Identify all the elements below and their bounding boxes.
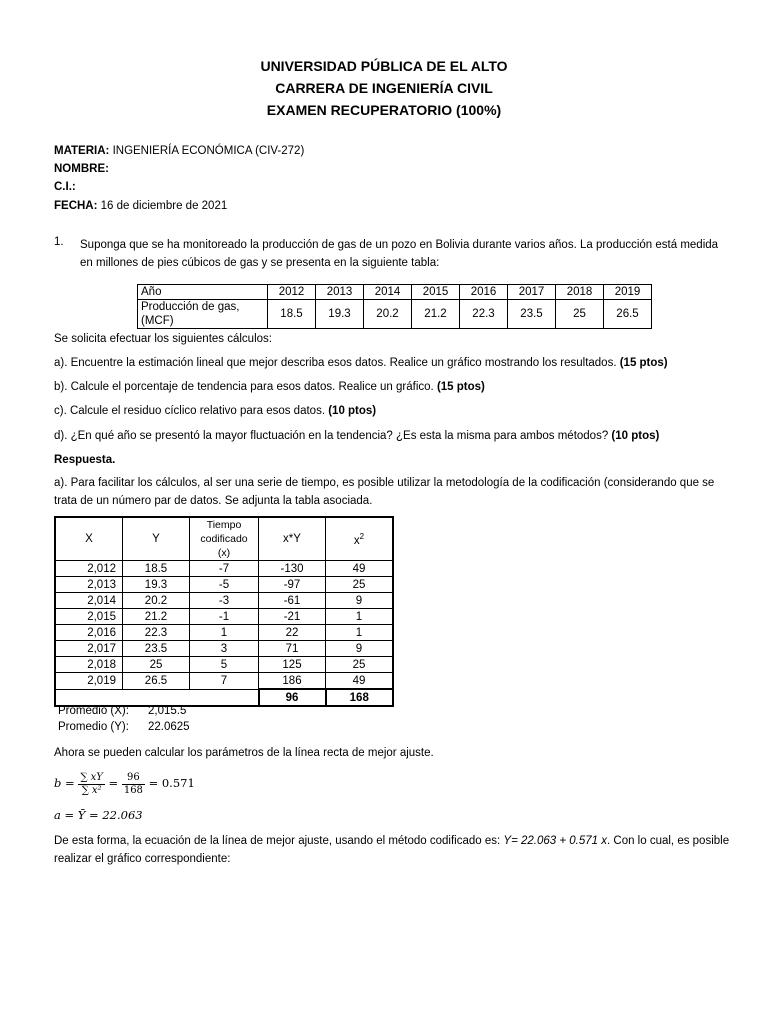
exam-title: EXAMEN RECUPERATORIO (100%) xyxy=(266,102,502,118)
task-a-text: a). Encuentre la estimación lineal que mejor describa esos datos. Realice un gráfico mostrando los resultados. xyxy=(54,357,620,369)
fecha-line xyxy=(54,197,227,215)
header-xy: x*Y xyxy=(259,517,326,561)
cell-coded: -7 xyxy=(190,561,259,577)
task-c-points: (10 ptos) xyxy=(328,405,377,417)
year-cell: 2012 xyxy=(268,285,316,300)
params-intro: Ahora se pueden calcular los parámetros de la línea recta de mejor ajuste. xyxy=(54,747,434,759)
cell-y: 21.2 xyxy=(123,609,190,625)
cell-x: 2,016 xyxy=(55,625,123,641)
production-cell: 25 xyxy=(556,300,604,329)
cell-xy: -97 xyxy=(259,577,326,593)
cell-x: 2,015 xyxy=(55,609,123,625)
b-fraction-sums: $\frac{\sum xY}{\text{∑ x²}}$ xyxy=(80,771,103,796)
nombre-label: NOMBRE: xyxy=(54,163,109,175)
cell-coded: 7 xyxy=(190,673,259,690)
cell-xy: 71 xyxy=(259,641,326,657)
total-x2: 168 xyxy=(326,689,394,706)
cell-coded: -1 xyxy=(190,609,259,625)
average-y-label: Promedio (Y): xyxy=(58,721,129,733)
cell-y: 18.5 xyxy=(123,561,190,577)
year-cell: 2015 xyxy=(412,285,460,300)
production-cell: 23.5 xyxy=(508,300,556,329)
table-row xyxy=(55,673,393,690)
table-row xyxy=(55,561,393,577)
cell-x2: 1 xyxy=(326,625,394,641)
cell-coded: -3 xyxy=(190,593,259,609)
cell-x2: 49 xyxy=(326,561,394,577)
production-label-cell: Producción de gas, (MCF) xyxy=(138,300,268,329)
production-cell: 21.2 xyxy=(412,300,460,329)
cell-x: 2,013 xyxy=(55,577,123,593)
conclusion-text-1: De esta forma, la ecuación de la línea de mejor ajuste, usando el método codificado es: xyxy=(54,835,504,847)
average-x-value: 2,015.5 xyxy=(148,705,187,717)
cell-x2: 25 xyxy=(326,657,394,673)
cell-x: 2,019 xyxy=(55,673,123,690)
table-row xyxy=(55,657,393,673)
university-title: UNIVERSIDAD PÚBLICA DE EL ALTO xyxy=(260,58,508,74)
cell-y: 26.5 xyxy=(123,673,190,690)
cell-x2: 1 xyxy=(326,609,394,625)
production-cell: 20.2 xyxy=(364,300,412,329)
materia-value: INGENIERÍA ECONÓMICA (CIV-272) xyxy=(109,145,305,157)
year-cell: 2014 xyxy=(364,285,412,300)
materia-label: MATERIA: xyxy=(54,145,110,157)
average-x-label: Promedio (X): xyxy=(58,705,129,717)
header-y: Y xyxy=(123,517,190,561)
coded-table-header xyxy=(55,517,393,561)
table-row xyxy=(55,641,393,657)
year-cell: 2019 xyxy=(604,285,652,300)
career-title: CARRERA DE INGENIERÍA CIVIL xyxy=(275,80,493,96)
cell-x: 2,014 xyxy=(55,593,123,609)
table-row xyxy=(55,625,393,641)
answer-heading: Respuesta. xyxy=(54,454,116,466)
b-formula xyxy=(54,768,195,798)
fecha-value: 16 de diciembre de 2021 xyxy=(97,200,228,212)
b-fraction-values: $\frac{96}{168}$ xyxy=(123,771,143,796)
b-result: = 0.571 xyxy=(148,776,195,790)
cell-coded: -5 xyxy=(190,577,259,593)
cell-xy: -130 xyxy=(259,561,326,577)
cell-y: 23.5 xyxy=(123,641,190,657)
b-lhs: b = xyxy=(54,776,75,790)
cell-xy: 186 xyxy=(259,673,326,690)
cell-y: 22.3 xyxy=(123,625,190,641)
table-row xyxy=(55,593,393,609)
task-d xyxy=(54,427,659,445)
task-b xyxy=(54,378,485,396)
production-cell: 18.5 xyxy=(268,300,316,329)
average-x xyxy=(58,703,187,719)
cell-y: 25 xyxy=(123,657,190,673)
production-cell: 22.3 xyxy=(460,300,508,329)
year-cell: 2018 xyxy=(556,285,604,300)
conclusion-text-2: . Con lo cual, es posible realizar el gráfico correspondiente: xyxy=(54,835,730,865)
production-cell: 19.3 xyxy=(316,300,364,329)
header-coded-time: Tiempo codificado (x) xyxy=(190,517,259,561)
cell-coded: 1 xyxy=(190,625,259,641)
year-cell: 2017 xyxy=(508,285,556,300)
table-row xyxy=(55,609,393,625)
cell-x: 2,017 xyxy=(55,641,123,657)
cell-x2: 25 xyxy=(326,577,394,593)
header-x2-sup: 2 xyxy=(359,532,365,542)
year-cell: 2016 xyxy=(460,285,508,300)
b-equals: = xyxy=(108,776,119,790)
cell-xy: 22 xyxy=(259,625,326,641)
cell-xy: -61 xyxy=(259,593,326,609)
cell-xy: 125 xyxy=(259,657,326,673)
task-d-text: d). ¿En qué año se presentó la mayor fluctuación en la tendencia? ¿Es esta la misma para ambos métodos? xyxy=(54,430,612,442)
average-y xyxy=(58,719,190,735)
cell-x: 2,012 xyxy=(55,561,123,577)
cell-y: 20.2 xyxy=(123,593,190,609)
task-b-text: b). Calcule el porcentaje de tendencia para esos datos. Realice un gráfico. xyxy=(54,381,437,393)
cell-x2: 49 xyxy=(326,673,394,690)
cell-coded: 3 xyxy=(190,641,259,657)
year-cell: 2013 xyxy=(316,285,364,300)
cell-x: 2,018 xyxy=(55,657,123,673)
task-d-points: (10 ptos) xyxy=(611,430,660,442)
production-year-row xyxy=(138,285,652,300)
task-c xyxy=(54,402,376,420)
year-label-cell: Año xyxy=(138,285,268,300)
ci-label: C.I.: xyxy=(54,181,76,193)
question-text: Suponga que se ha monitoreado la producción de gas de un pozo en Bolivia durante varios años. La producción está medida en millones de pies cúbicos de gas y se presenta en la siguiente tabla: xyxy=(80,239,719,269)
production-value-row xyxy=(138,300,652,329)
cell-x2: 9 xyxy=(326,593,394,609)
average-y-value: 22.0625 xyxy=(148,721,190,733)
answer-paragraph: a). Para facilitar los cálculos, al ser una serie de tiempo, es posible utilizar la metodología de la codificación (considerando que se trata de un número par de datos. Se adjunta la tabla asociada. xyxy=(54,477,715,507)
header-x2 xyxy=(326,517,394,561)
tasks-intro: Se solicita efectuar los siguientes cálculos: xyxy=(54,333,272,345)
total-xy: 96 xyxy=(259,689,326,706)
conclusion-paragraph xyxy=(54,832,734,868)
table-row xyxy=(55,577,393,593)
task-a-points: (15 ptos) xyxy=(619,357,668,369)
production-table xyxy=(137,284,652,329)
header-x: X xyxy=(55,517,123,561)
question-number: 1. xyxy=(54,236,64,248)
materia-line xyxy=(54,142,304,160)
cell-coded: 5 xyxy=(190,657,259,673)
task-c-text: c). Calcule el residuo cíclico relativo para esos datos. xyxy=(54,405,329,417)
fecha-label: FECHA: xyxy=(54,200,98,212)
conclusion-equation: Y= 22.063 + 0.571 x xyxy=(503,835,607,847)
cell-xy: -21 xyxy=(259,609,326,625)
a-formula: a = Ȳ = 22.063 xyxy=(54,808,143,822)
task-a xyxy=(54,354,668,372)
task-b-points: (15 ptos) xyxy=(436,381,485,393)
header-x2-base: x xyxy=(353,534,360,547)
coded-table xyxy=(54,516,394,707)
production-cell: 26.5 xyxy=(604,300,652,329)
cell-x2: 9 xyxy=(326,641,394,657)
cell-y: 19.3 xyxy=(123,577,190,593)
